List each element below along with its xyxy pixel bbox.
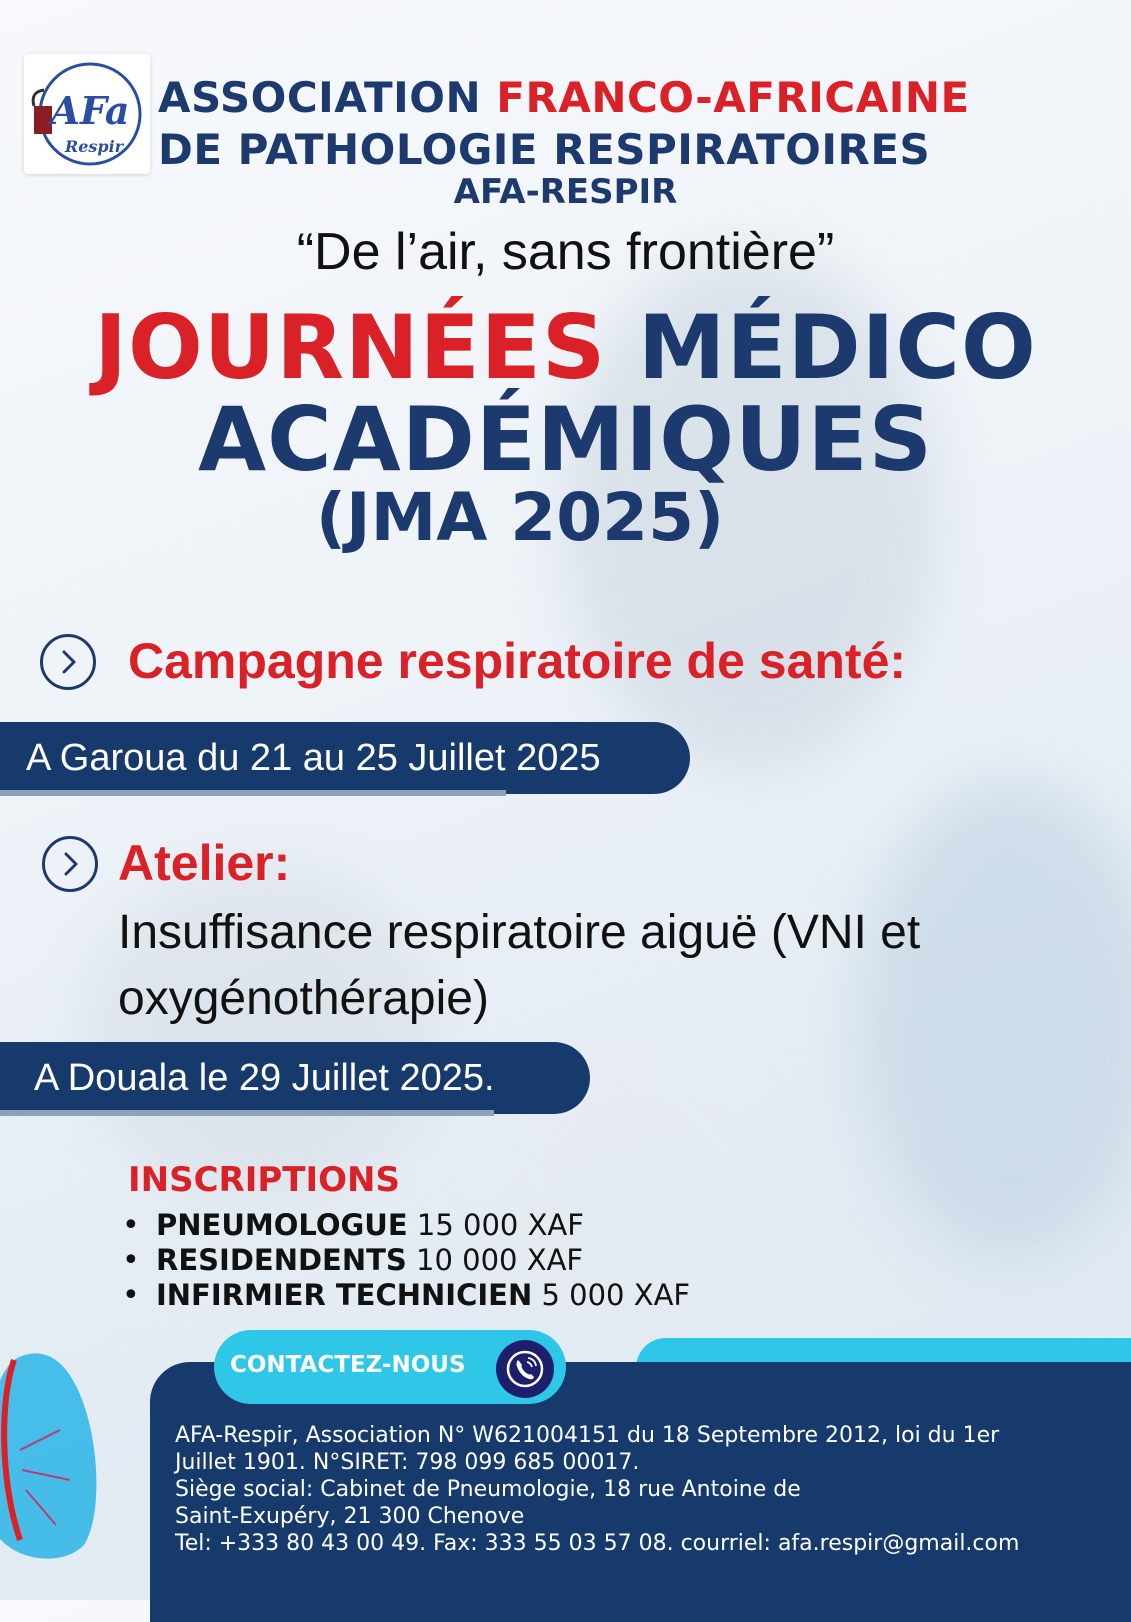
association-name [158,72,1118,176]
atelier-description [118,900,1078,1032]
atelier-line1: Insuffisance respiratoire aiguë (VNI et [118,906,921,959]
atelier-heading: Atelier: [118,835,291,891]
logo-subtext: Respir [64,137,124,156]
association-line2: DE PATHOLOGIE RESPIRATOIRES [158,125,931,174]
fee-role: PNEUMOLOGUE [156,1208,408,1242]
fees-list [120,1208,690,1313]
legal-info [175,1422,1125,1557]
atelier-date-band: A Douala le 29 Juillet 2025. [0,1042,590,1114]
association-line1-red: FRANCO-AFRICAINE [496,73,970,122]
legal-line: Saint-Exupéry, 21 300 Chenove [175,1504,525,1529]
lung-icon [0,1340,114,1570]
event-title-blue: MÉDICO [606,296,1037,399]
atelier-line2: oxygénothérapie) [118,972,489,1025]
fee-role: INFIRMIER TECHNICIEN [156,1278,533,1312]
fee-price: 15 000 XAF [407,1208,584,1242]
logo-text: AFa [50,88,130,133]
campaign-heading: Campagne respiratoire de santé: [128,633,907,689]
legal-line: AFA-Respir, Association N° W621004151 du 18 Septembre 2012, loi du 1er [175,1423,1000,1448]
phone-icon[interactable] [496,1340,554,1398]
campaign-date-band: A Garoua du 21 au 25 Juillet 2025 [0,722,690,794]
chevron-right-icon [42,836,98,892]
fee-price: 5 000 XAF [532,1278,691,1312]
list-item [120,1278,690,1313]
list-item [120,1208,690,1243]
band-underline [0,1110,494,1116]
fee-price: 10 000 XAF [406,1243,584,1277]
afa-respir-logo [24,54,150,174]
legal-line: Siège social: Cabinet de Pneumologie, 18 rue Antoine de [175,1477,801,1502]
logo-icon [24,54,150,174]
event-title-red: JOURNÉES [94,296,607,399]
event-title-line3: (JMA 2025) [315,479,725,556]
event-title-line1 [0,296,1131,399]
event-title-line2: ACADÉMIQUES [197,388,934,491]
chevron-right-icon [40,634,96,690]
association-line1-blue: ASSOCIATION [158,73,497,122]
motto: “De l’air, sans frontière” [296,223,835,281]
association-acronym: AFA-RESPIR [453,172,678,212]
legal-line: Juillet 1901. N°SIRET: 798 099 685 00017. [175,1450,640,1475]
legal-line: Tel: +333 80 43 00 49. Fax: 333 55 03 57 08. courriel: afa.respir@gmail.com [175,1531,1020,1556]
inscriptions-heading: INSCRIPTIONS [128,1160,400,1200]
band-underline [0,790,506,796]
list-item [120,1243,690,1278]
contact-label[interactable]: CONTACTEZ-NOUS [230,1352,466,1378]
fee-role: RESIDENDENTS [156,1243,407,1277]
